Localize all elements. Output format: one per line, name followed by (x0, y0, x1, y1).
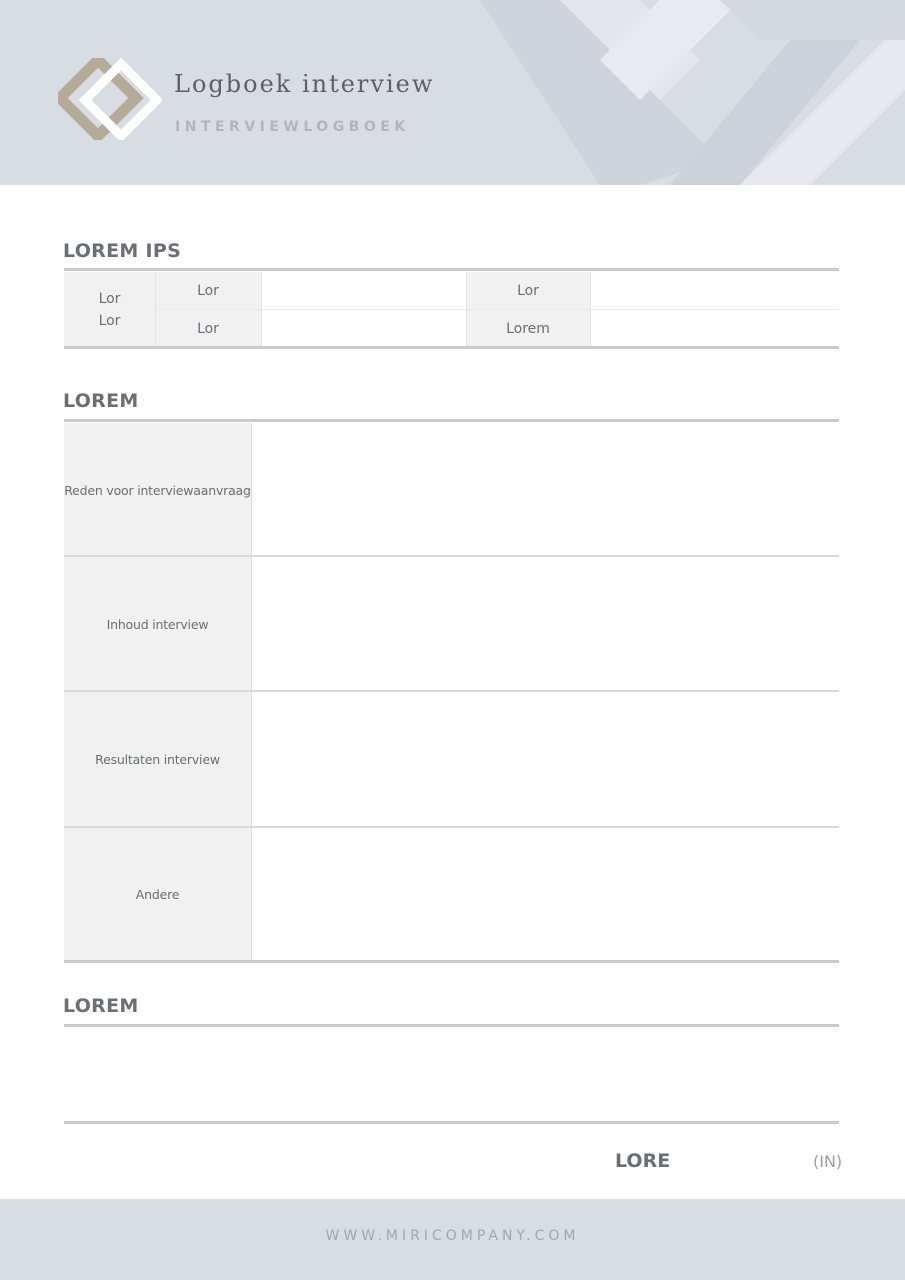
website-link[interactable]: WWW.MIRICOMPANY.COM (325, 1228, 580, 1244)
section2-bottom-rule (64, 960, 839, 963)
section3-top-rule (64, 1024, 839, 1027)
diamond-logo-icon (58, 58, 162, 140)
row-label-content: Inhoud interview (64, 557, 252, 692)
value-field-r1c2[interactable] (261, 272, 466, 309)
table-row-divider (155, 309, 839, 310)
section2-top-rule (64, 419, 839, 422)
row-header-cell (64, 272, 155, 347)
value-field-r2c4[interactable] (590, 310, 839, 347)
document-subtitle: INTERVIEWLOGBOEK (175, 119, 410, 135)
notes-field[interactable] (64, 1028, 839, 1121)
reason-field[interactable] (253, 423, 839, 555)
interview-details-table (64, 423, 839, 961)
label-cell-r2c3: Lorem (466, 310, 590, 347)
table-col-divider (155, 272, 156, 347)
section1-top-rule (64, 268, 839, 271)
table-col-divider (261, 272, 262, 347)
row-label-results: Resultaten interview (64, 692, 252, 827)
content-field[interactable] (253, 557, 839, 690)
other-field[interactable] (253, 828, 839, 961)
table-col-divider (466, 272, 467, 347)
table-col-divider (590, 272, 591, 347)
section1-title: LOREM IPS (63, 240, 182, 262)
section2-title: LOREM (63, 390, 139, 412)
footer-label: LORE (615, 1150, 671, 1172)
row-header-line2: Lor (98, 312, 121, 329)
results-field[interactable] (253, 692, 839, 826)
header-band (0, 0, 905, 185)
row-label-other: Andere (64, 828, 252, 961)
row-label-reason: Reden voor interviewaanvraag (64, 423, 252, 558)
footer-unit: (IN) (813, 1152, 843, 1171)
info-table (64, 272, 839, 347)
label-cell-r1c1: Lor (155, 272, 261, 309)
section3-title: LOREM (63, 995, 139, 1017)
section1-bottom-rule (64, 346, 839, 349)
row-header-line1: Lor (98, 290, 121, 307)
value-field-r1c4[interactable] (590, 272, 839, 309)
label-cell-r2c1: Lor (155, 310, 261, 347)
label-cell-r1c3: Lor (466, 272, 590, 309)
section3-bottom-rule (64, 1121, 839, 1124)
document-title: Logboek interview (174, 70, 435, 98)
value-field-r2c2[interactable] (261, 310, 466, 347)
